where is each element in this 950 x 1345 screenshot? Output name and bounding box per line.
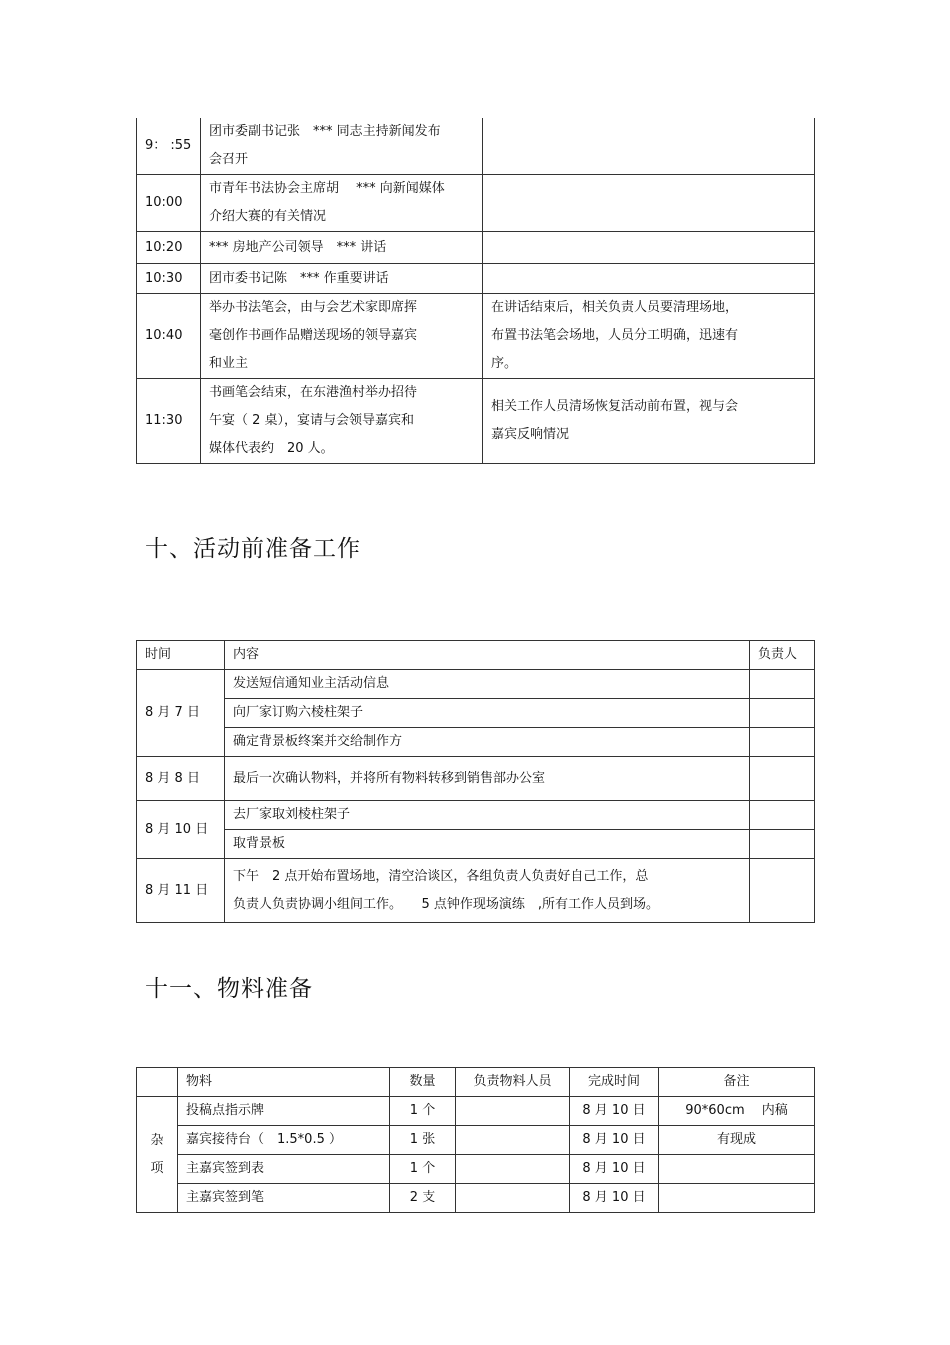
material-time: 8 月 10 日 [570,1184,659,1213]
material-qty: 1 个 [390,1097,456,1126]
table-row [137,175,815,232]
table-row [137,699,815,728]
material-time: 8 月 10 日 [570,1155,659,1184]
schedule-note [483,175,815,232]
material-qty: 1 个 [390,1155,456,1184]
table-header-row [137,1068,815,1097]
schedule-content: 市青年书法协会主席胡 *** 向新闻媒体 介绍大赛的有关情况 [201,175,483,232]
table-row [137,728,815,757]
table-row [137,1126,815,1155]
table-row [137,118,815,175]
prep-item: 去厂家取刘棱柱架子 [225,801,750,830]
prep-owner [750,670,815,699]
material-person [456,1155,570,1184]
material-time: 8 月 10 日 [570,1126,659,1155]
table-row [137,1184,815,1213]
schedule-note: 在讲话结束后，相关负责人员要清理场地， 布置书法笔会场地，人员分工明确，迅速有 序。 [483,294,815,379]
prep-item: 确定背景板终案并交给制作方 [225,728,750,757]
schedule-note [483,118,815,175]
prep-item: 发送短信通知业主活动信息 [225,670,750,699]
prep-item: 最后一次确认物料，并将所有物料转移到销售部办公室 [225,757,750,801]
section-11-title: 十一、物料准备 [145,976,313,1002]
table-row [137,1097,815,1126]
schedule-content: 团市委副书记张 *** 同志主持新闻发布 会召开 [201,118,483,175]
prep-date: 8 月 11 日 [137,859,225,923]
schedule-time: 10:20 [137,232,201,264]
table-row [137,379,815,464]
prep-owner [750,728,815,757]
prep-date: 8 月 7 日 [137,670,225,757]
prep-owner [750,859,815,923]
header-qty: 数量 [390,1068,456,1097]
preparation-table [136,640,815,923]
schedule-note [483,232,815,264]
prep-owner [750,830,815,859]
schedule-content: *** 房地产公司领导 *** 讲话 [201,232,483,264]
header-content: 内容 [225,641,750,670]
material-name: 嘉宾接待台（ 1.5*0.5 ） [178,1126,390,1155]
header-blank [137,1068,178,1097]
schedule-time: 10:00 [137,175,201,232]
prep-date: 8 月 8 日 [137,757,225,801]
section-10-title: 十、活动前准备工作 [145,536,361,562]
table-row [137,264,815,294]
schedule-time: 11:30 [137,379,201,464]
table-row [137,859,815,923]
material-qty: 1 张 [390,1126,456,1155]
prep-owner [750,801,815,830]
schedule-content: 团市委书记陈 *** 作重要讲话 [201,264,483,294]
header-person: 负责物料人员 [456,1068,570,1097]
table-header-row [137,641,815,670]
table-row [137,801,815,830]
schedule-table [136,118,815,464]
schedule-content: 书画笔会结束，在东港渔村举办招待 午宴（ 2 桌），宴请与会领导嘉宾和 媒体代表约 20 人。 [201,379,483,464]
header-time: 完成时间 [570,1068,659,1097]
schedule-note [483,264,815,294]
header-owner: 负责人 [750,641,815,670]
schedule-note: 相关工作人员清场恢复活动前布置，视与会 嘉宾反响情况 [483,379,815,464]
material-remark [659,1184,815,1213]
material-person [456,1126,570,1155]
table-row [137,294,815,379]
table-row [137,1155,815,1184]
material-remark: 有现成 [659,1126,815,1155]
material-name: 主嘉宾签到表 [178,1155,390,1184]
material-qty: 2 支 [390,1184,456,1213]
prep-item: 下午 2 点开始布置场地，清空洽谈区，各组负责人负责好自己工作，总 负责人负责协调小组间工作。 5 点钟作现场演练 ,所有工作人员到场。 [225,859,750,923]
material-person [456,1097,570,1126]
prep-item: 向厂家订购六棱柱架子 [225,699,750,728]
category-cell: 杂 项 [137,1097,178,1213]
material-person [456,1184,570,1213]
materials-table [136,1067,815,1213]
prep-date: 8 月 10 日 [137,801,225,859]
material-remark [659,1155,815,1184]
material-remark: 90*60cm 内稿 [659,1097,815,1126]
table-row [137,757,815,801]
prep-owner [750,699,815,728]
schedule-time: 10:30 [137,264,201,294]
prep-owner [750,757,815,801]
header-time: 时间 [137,641,225,670]
schedule-time: 9： :55 [137,118,201,175]
material-name: 投稿点指示牌 [178,1097,390,1126]
header-remark: 备注 [659,1068,815,1097]
material-time: 8 月 10 日 [570,1097,659,1126]
table-row [137,670,815,699]
prep-item: 取背景板 [225,830,750,859]
schedule-content: 举办书法笔会，由与会艺术家即席挥 毫创作书画作品赠送现场的领导嘉宾 和业主 [201,294,483,379]
table-row [137,232,815,264]
table-row [137,830,815,859]
material-name: 主嘉宾签到笔 [178,1184,390,1213]
header-material: 物料 [178,1068,390,1097]
schedule-time: 10:40 [137,294,201,379]
